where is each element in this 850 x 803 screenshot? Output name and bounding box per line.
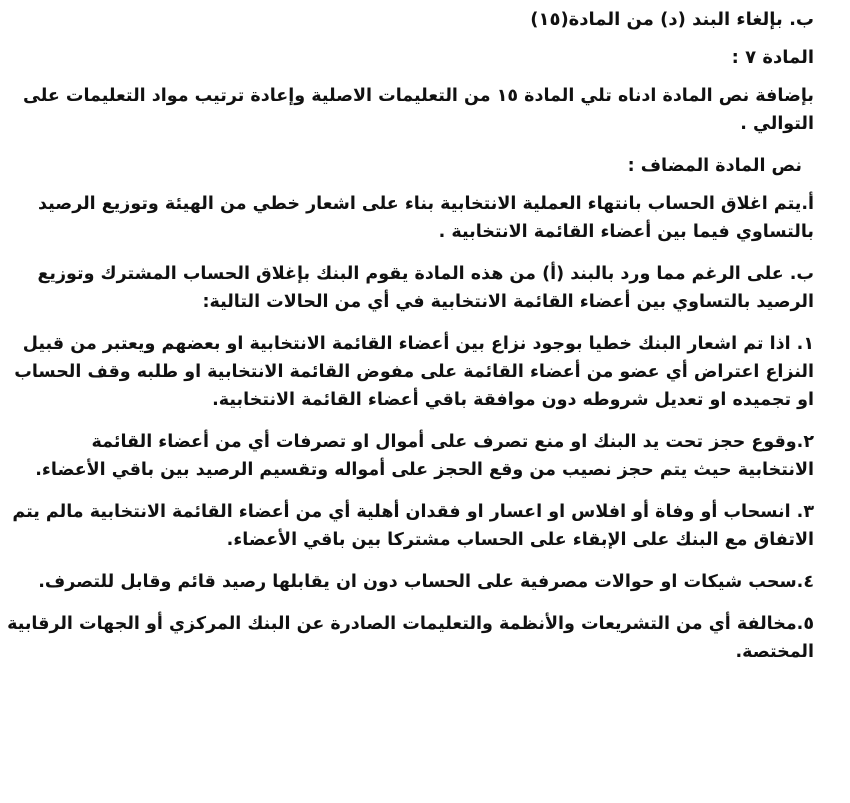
paragraph-line: التوالي .	[740, 114, 814, 134]
item-2-paragraph	[36, 428, 814, 484]
paragraph-line: النزاع اعتراض أي عضو من أعضاء القائمة على مفوض القائمة الانتخابية او طلبه وقف الحساب	[14, 362, 814, 382]
paragraph-line: بالتساوي فيما بين أعضاء القائمة الانتخابية .	[438, 222, 814, 242]
paragraph-line: ب. على الرغم مما ورد بالبند (أ) من هذه المادة يقوم البنك بإغلاق الحساب المشترك وتوزيع	[37, 264, 814, 284]
article-title-line: المادة ٧ :	[731, 47, 814, 68]
item-1-paragraph	[14, 330, 814, 414]
clause-a-paragraph	[36, 190, 814, 246]
paragraph-line: المختصة.	[735, 642, 814, 662]
item-5-paragraph	[7, 610, 814, 666]
clause-b-paragraph	[36, 260, 814, 316]
cancel-clause	[36, 6, 814, 34]
paragraph-line: بإضافة نص المادة ادناه تلي المادة ١٥ من التعليمات الاصلية وإعادة ترتيب مواد التعليمات على	[22, 86, 814, 106]
item-4-paragraph	[36, 568, 814, 596]
paragraph-line: الرصيد بالتساوي بين أعضاء القائمة الانتخابية في أي من الحالات التالية:	[202, 292, 814, 312]
intro-paragraph	[22, 82, 814, 138]
paragraph-line: او تجميده او تعديل شروطه دون موافقة باقي أعضاء القائمة الانتخابية.	[212, 390, 814, 410]
paragraph-line: ٤.سحب شيكات او حوالات مصرفية على الحساب دون ان يقابلها رصيد قائم وقابل للتصرف.	[38, 572, 814, 592]
paragraph-line: ١. اذا تم اشعار البنك خطيا بوجود نزاع بين أعضاء القائمة الانتخابية او بعضهم ويعتبر من قبيل	[22, 334, 814, 354]
added-text-title-line: نص المادة المضاف :	[627, 156, 802, 176]
article-title	[36, 44, 814, 72]
paragraph-line: الاتفاق مع البنك على الإبقاء على الحساب مشتركا بين باقي الأعضاء.	[226, 530, 814, 550]
added-text-title	[36, 152, 814, 180]
paragraph-line: الانتخابية حيث يتم حجز نصيب من وقع الحجز على أمواله وتقسيم الرصيد بين باقي الأعضاء.	[35, 460, 814, 480]
paragraph-line: أ.يتم اغلاق الحساب بانتهاء العملية الانتخابية بناء على اشعار خطي من الهيئة وتوزيع الرصيد	[38, 194, 814, 214]
cancel-clause-line: ب. بإلغاء البند (د) من المادة(١٥)	[530, 9, 814, 30]
item-3-paragraph	[12, 498, 814, 554]
paragraph-line: ٢.وقوع حجز تحت يد البنك او منع تصرف على أموال او تصرفات أي من أعضاء القائمة	[91, 432, 814, 452]
paragraph-line: ٥.مخالفة أي من التشريعات والأنظمة والتعليمات الصادرة عن البنك المركزي أو الجهات الرقابية	[7, 614, 814, 634]
paragraph-line: ٣. انسحاب أو وفاة أو افلاس او اعسار او فقدان أهلية أي من أعضاء القائمة الانتخابية مالم يتم	[12, 502, 814, 522]
